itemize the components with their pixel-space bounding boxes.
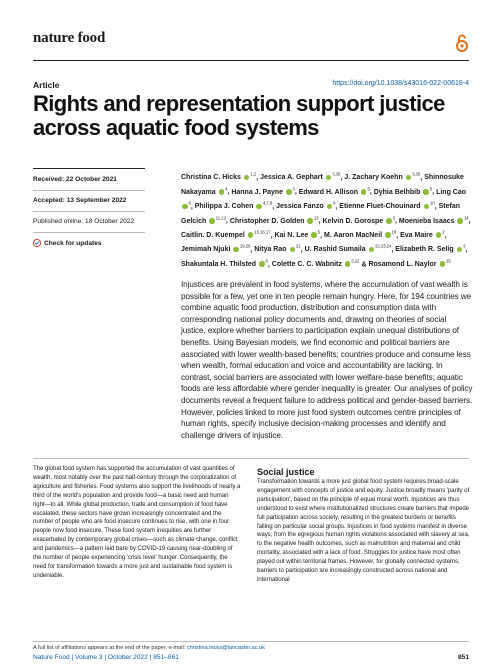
affiliation-marker: 21 <box>296 244 301 250</box>
author[interactable] <box>368 258 451 268</box>
author-name: Jessica A. Gephart <box>260 174 323 182</box>
author[interactable] <box>229 215 319 225</box>
orcid-icon[interactable] <box>248 232 254 238</box>
author[interactable] <box>344 174 420 181</box>
affiliation-marker: 5 <box>367 186 370 192</box>
author-name: Elizabeth R. Selig <box>395 246 454 254</box>
author[interactable] <box>271 258 360 268</box>
page-number: 851 <box>457 654 469 661</box>
article-type: Article <box>33 80 60 90</box>
author[interactable] <box>339 200 435 211</box>
open-access-icon <box>455 33 469 53</box>
affiliation-marker: 18 <box>391 229 397 235</box>
affiliations-note <box>33 645 265 651</box>
orcid-icon[interactable] <box>440 261 446 267</box>
journal-logo: nature food <box>33 30 106 46</box>
check-updates-icon <box>33 239 41 247</box>
affiliation-marker: 5 <box>317 229 321 235</box>
author-name: Caitlin. D. Kuempel <box>181 232 245 240</box>
orcid-icon[interactable] <box>385 232 391 238</box>
received-date: Received: 22 October 2021 <box>33 168 145 191</box>
author-name: Etienne Fluet-Chouinard <box>339 203 421 211</box>
author[interactable] <box>260 174 340 181</box>
orcid-icon[interactable] <box>307 218 313 224</box>
affiliation-marker: 15,16,17 <box>254 229 271 235</box>
email-label: e-mail: <box>168 645 186 651</box>
check-updates-button[interactable] <box>33 233 145 253</box>
author[interactable] <box>254 246 300 253</box>
author-name: J. Zachary Koehn <box>344 174 403 182</box>
author-name: Colette C. C. Wabnitz <box>271 260 342 268</box>
author-name: Stefan Gelcich <box>181 203 460 225</box>
orcid-icon[interactable] <box>290 247 296 253</box>
author-name: Rosamond L. Naylor <box>368 260 437 268</box>
affiliation-marker: 5 <box>429 186 433 192</box>
orcid-icon[interactable] <box>209 218 215 224</box>
author[interactable] <box>305 246 392 253</box>
orcid-icon[interactable] <box>182 204 188 210</box>
affiliation-marker: 10 <box>430 200 435 206</box>
orcid-icon[interactable] <box>436 229 445 238</box>
author[interactable] <box>400 229 445 240</box>
affiliation-marker: 6 <box>188 200 191 206</box>
journal-citation: Nature Food | Volume 3 | October 2022 | 851–861 <box>33 654 179 661</box>
affiliation-marker: 9 <box>333 200 336 206</box>
orcid-icon[interactable] <box>423 189 429 195</box>
check-updates-label: Check for updates <box>44 239 102 247</box>
author[interactable] <box>324 229 397 240</box>
orcid-icon[interactable] <box>345 261 351 267</box>
orcid-icon[interactable] <box>219 189 225 195</box>
author-name: Ling Cao <box>436 188 467 196</box>
author-name: Edward H. Allison <box>298 188 359 196</box>
intro-text-left: The global food system has supported the accumulation of vast quantities of wealth, most notably over the past half-century through the corporatization of agriculture and fisheries. Food systems also support the livelihoods of nearly a third of the world's population and provide food—a basic need and human right—to all. While global production, trade and consumption of food have escalated, these sectors have grown increasingly concentrated and the number of people who are food insecure continues to rise, with one in four people now food insecure. These food system inequities are further exacerbated by contemporary global crises—such as climate change, conflict and pandemics—a pattern laid bare by COVID-19 causing near-doubling of the number of people experiencing 'crisis level' hunger. Consequently, the need for transformation towards a more just and sustainable food system is undeniable. <box>33 465 241 579</box>
affiliation-marker: 3,22 <box>351 258 360 264</box>
author[interactable] <box>181 258 268 268</box>
author-name: Christina C. Hicks <box>181 174 241 182</box>
author-name: Kai N. Lee <box>274 232 309 240</box>
author-name: Hanna J. Payne <box>231 188 284 196</box>
published-date: Published online: 18 October 2022 <box>33 212 145 233</box>
accepted-date: Accepted: 13 September 2022 <box>33 191 145 212</box>
affiliations-text: A full list of affiliations appears at the end of the paper. <box>33 645 167 651</box>
author-name: Nitya Rao <box>254 246 287 254</box>
abstract-divider <box>33 458 469 459</box>
author[interactable] <box>276 200 336 211</box>
affiliation-marker: 11,12 <box>215 215 226 221</box>
author[interactable] <box>398 215 469 225</box>
author[interactable] <box>274 229 321 240</box>
affiliation-marker: 22,23,24 <box>375 244 392 250</box>
orcid-icon[interactable] <box>457 218 463 224</box>
author-name: Kelvin D. Gorospe <box>322 217 384 225</box>
affiliation-marker: 3 <box>392 215 395 221</box>
author[interactable] <box>181 174 256 181</box>
author[interactable] <box>322 215 395 225</box>
author[interactable] <box>194 200 273 211</box>
author-name: Shakuntala H. Thilsted <box>181 260 257 268</box>
affiliation-marker: 1,2 <box>250 172 257 177</box>
author-name: U. Rashid Sumaila <box>304 246 366 254</box>
article-title: Rights and representation support justice across aquatic food systems <box>33 91 445 140</box>
affiliation-marker: 25 <box>446 258 451 264</box>
orcid-icon[interactable] <box>457 247 463 253</box>
orcid-icon[interactable] <box>233 247 239 253</box>
email-link[interactable]: christina.hicks@lancaster.ac.uk <box>186 645 265 651</box>
author-name: Moenieba Isaacs <box>398 217 455 225</box>
affiliation-marker: 3 <box>463 244 466 250</box>
affiliation-marker: 4 <box>225 186 228 192</box>
author[interactable] <box>298 186 370 196</box>
author-name: Jessica Fanzo <box>276 203 324 211</box>
orcid-icon[interactable] <box>327 204 333 210</box>
orcid-icon[interactable] <box>256 204 262 210</box>
intro-text-right: Transformation towards a more just global food system requires broad-scale engagement with concepts of justice and equity. Justice broadly means 'parity of participation', based on the principle of equal moral worth. Injustices are thus understood to exist where institutionalized structures create barriers that impede full participation across society, resulting in the greatest burdens or benefits falling on particular social groups. Injustices in food systems manifest in diverse ways; from the egregious human rights violations associated with slavery at sea, to the negative health outcomes, such as malnutrition and maternal and child mortality, associated with a lack of food. Struggles for justice have most often played out within territorial frames. However, for globally connected systems, barriers to participation are increasingly constructed across national and international <box>257 478 470 583</box>
orcid-icon[interactable] <box>311 232 317 238</box>
affiliation-marker: 3,36 <box>412 172 421 177</box>
footer-rule <box>33 641 469 642</box>
affiliation-marker: 6 <box>265 258 268 264</box>
affiliation-marker: 19,20 <box>239 244 251 250</box>
author-name: M. Aaron MacNeil <box>324 232 383 240</box>
orcid-icon[interactable] <box>386 218 392 224</box>
author[interactable] <box>373 186 433 196</box>
author-name: Philippa J. Cohen <box>194 203 254 211</box>
header-rule <box>33 60 469 61</box>
affiliation-marker: 13 <box>313 215 319 221</box>
affiliation-marker: 3 <box>292 186 295 192</box>
author[interactable] <box>395 246 465 253</box>
author-name: Jemimah Njuki <box>181 246 231 254</box>
author[interactable] <box>181 246 250 253</box>
author[interactable] <box>181 229 271 240</box>
orcid-icon[interactable] <box>406 175 412 181</box>
affiliation-marker: 4,7,8 <box>262 200 273 206</box>
orcid-icon[interactable] <box>424 204 430 210</box>
affiliation-marker: 3,36 <box>332 172 341 177</box>
orcid-icon[interactable] <box>361 189 367 195</box>
author-list: Christina C. Hicks $^{1,2}$, Jessica A. Gephart $^{3,36}$, J. Zachary Koehn $^{3,36}$, Shinnosuke Nakayama $^4$, Hanna J. Payne $^3$, Edward H. Allison $^5$, Dyhia Belhbib $^5$, Ling Cao $^6$, Philippa J. Cohen $^{4,7,8}$, Jessica Fanzo $^9$, Etienne Fluet-Chouinard $^{10}$, Stefan Gelcich $^{11,12}$, Christopher D. Golden $^{13}$, Kelvin D. Gorospe $^3$, Moenieba Isaacs $^{14}$, Caitlin. D. Kuempel $^{15,16,17}$, Kai N. Lee $^5$, M. Aaron MacNeil $^{18}$, Eva Maire $^2$, Jemimah Njuki $^{19,20}$, Nitya Rao $^{21}$, U. Rashid Sumaila $^{22,23,24}$, Elizabeth R. Selig $^3$, Shakuntala H. Thilsted $^6$, Colette C. C. Wabnitz $^{3,22}$ & Rosamond L. Naylor $^{25}$ <box>181 172 471 268</box>
orcid-icon[interactable] <box>369 247 375 253</box>
orcid-icon[interactable] <box>259 261 265 267</box>
affiliation-marker: 2 <box>442 229 445 235</box>
author-name: Dyhia Belhbib <box>373 188 421 196</box>
affiliation-marker: 14 <box>463 215 469 221</box>
author-name: Eva Maire <box>400 232 433 240</box>
section-heading: Social justice <box>257 467 315 477</box>
article-meta <box>33 168 145 253</box>
author-name: Christopher D. Golden <box>229 217 305 225</box>
orcid-icon[interactable] <box>244 175 250 181</box>
doi-link[interactable]: https://doi.org/10.1038/s43016-022-00618-4 <box>332 80 469 87</box>
author-name: Shinnosuke Nakayama <box>181 174 464 196</box>
orcid-icon[interactable] <box>326 175 332 181</box>
abstract: Injustices are prevalent in food systems, where the accumulation of vast wealth is possible for a few, yet one in ten people remain hungry. Here, for 194 countries we combine aquatic food production, distribution and consumption data with corresponding national policy documents and, drawing on theories of social justice, explore whether barriers to participation explain unequal distributions of benefits. Using Bayesian models, we find economic and political barriers are associated with lower wealth-based benefits; countries produce and consume less when wealth, formal education and voice and accountability are lacking. In contrast, social barriers are associated with lower welfare-base benefits; aquatic foods are less affordable where gender inequality is greater. Our analyses of policy documents reveal a frequent failure to address political and gender-based barriers. However, policies linked to more just food system outcomes centre principles of human rights, specify inclusive decision-making processes and identify and challenge drivers of injustice. <box>181 280 473 440</box>
author[interactable] <box>231 186 295 196</box>
orcid-icon[interactable] <box>286 189 292 195</box>
